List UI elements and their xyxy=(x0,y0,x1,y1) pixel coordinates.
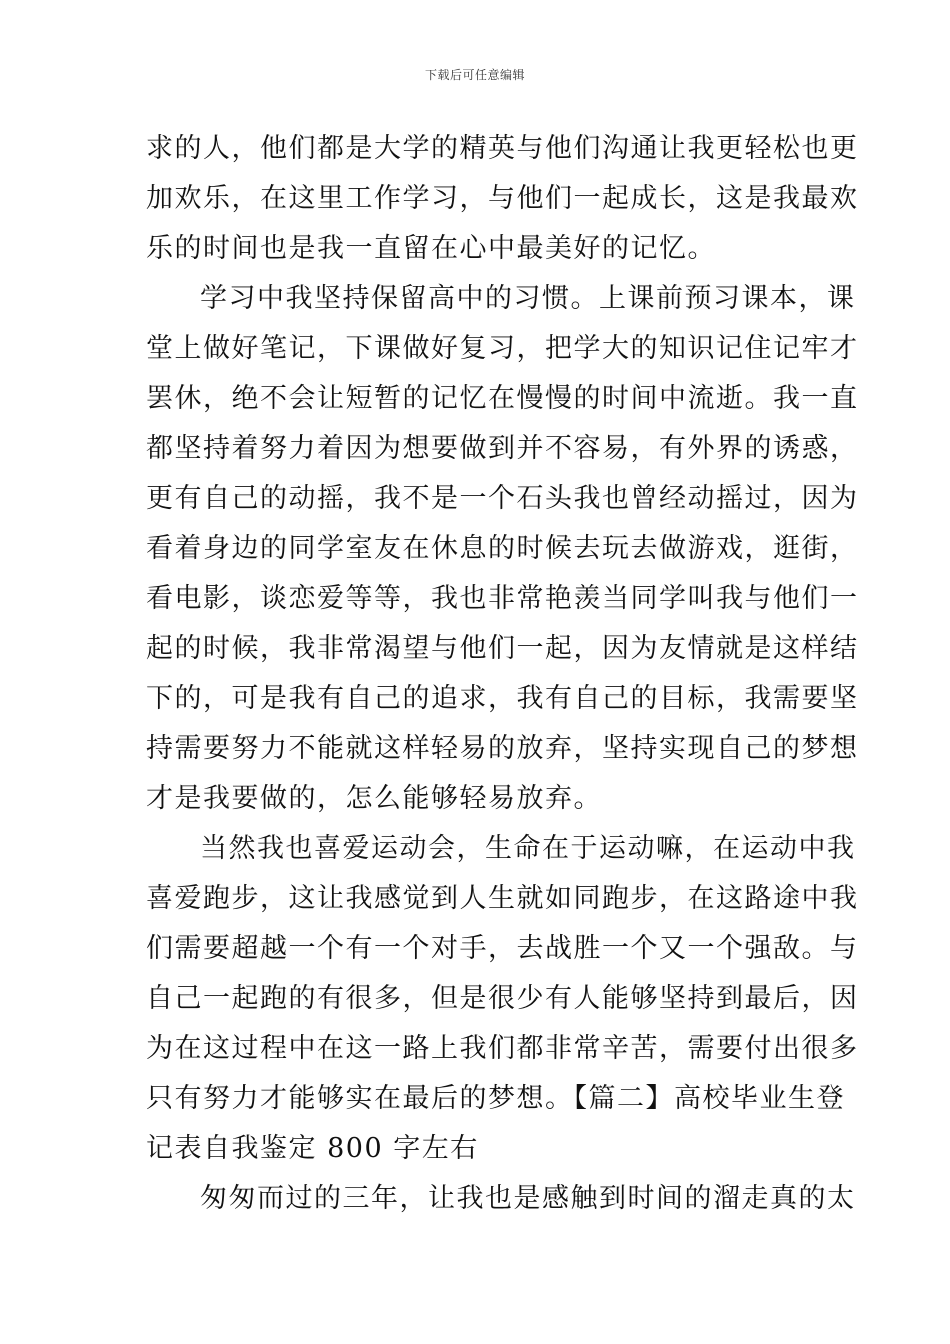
text-line: 看电影，谈恋爱等等，我也非常艳羡当同学叫我与他们一 xyxy=(146,583,859,614)
text-line: 起的时候，我非常渴望与他们一起，因为友情就是这样结 xyxy=(146,633,859,664)
text-line: 求的人，他们都是大学的精英与他们沟通让我更轻松也更 xyxy=(146,133,859,164)
document-body xyxy=(146,124,859,1224)
text-line: 为在这过程中在这一路上我们都非常辛苦，需要付出很多 xyxy=(146,1033,859,1064)
text-line: 堂上做好笔记，下课做好复习，把学大的知识记住记牢才 xyxy=(146,333,859,364)
text-line: 只有努力才能够实在最后的梦想。【篇二】高校毕业生登 xyxy=(146,1083,845,1114)
text-line: 罢休，绝不会让短暂的记忆在慢慢的时间中流逝。我一直 xyxy=(146,383,859,414)
text-line: 记表自我鉴定 800 字左右 xyxy=(146,1133,479,1164)
text-line: 们需要超越一个有一个对手，去战胜一个又一个强敌。与 xyxy=(146,933,859,964)
text-line: 更有自己的动摇，我不是一个石头我也曾经动摇过，因为 xyxy=(146,483,859,514)
text-line: 才是我要做的，怎么能够轻易放弃。 xyxy=(146,783,602,814)
text-line: 持需要努力不能就这样轻易的放弃，坚持实现自己的梦想 xyxy=(146,733,859,764)
paragraph-first-line: 当然我也喜爱运动会，生命在于运动嘛，在运动中我 xyxy=(200,833,856,864)
text-line: 喜爱跑步，这让我感觉到人生就如同跑步，在这路途中我 xyxy=(146,883,859,914)
text-line: 自己一起跑的有很多，但是很少有人能够坚持到最后，因 xyxy=(146,983,859,1014)
paragraph-first-line: 匆匆而过的三年，让我也是感触到时间的溜走真的太 xyxy=(200,1183,856,1214)
text-line: 乐的时间也是我一直留在心中最美好的记忆。 xyxy=(146,233,716,264)
paragraph-first-line: 学习中我坚持保留高中的习惯。上课前预习课本，课 xyxy=(200,283,856,314)
download-note: 下载后可任意编辑 xyxy=(424,68,525,82)
text-line: 看着身边的同学室友在休息的时候去玩去做游戏，逛街， xyxy=(146,533,859,564)
text-line: 都坚持着努力着因为想要做到并不容易，有外界的诱惑， xyxy=(146,433,859,464)
text-line: 下的，可是我有自己的追求，我有自己的目标，我需要坚 xyxy=(146,683,859,714)
text-line: 加欢乐，在这里工作学习，与他们一起成长，这是我最欢 xyxy=(146,183,859,214)
